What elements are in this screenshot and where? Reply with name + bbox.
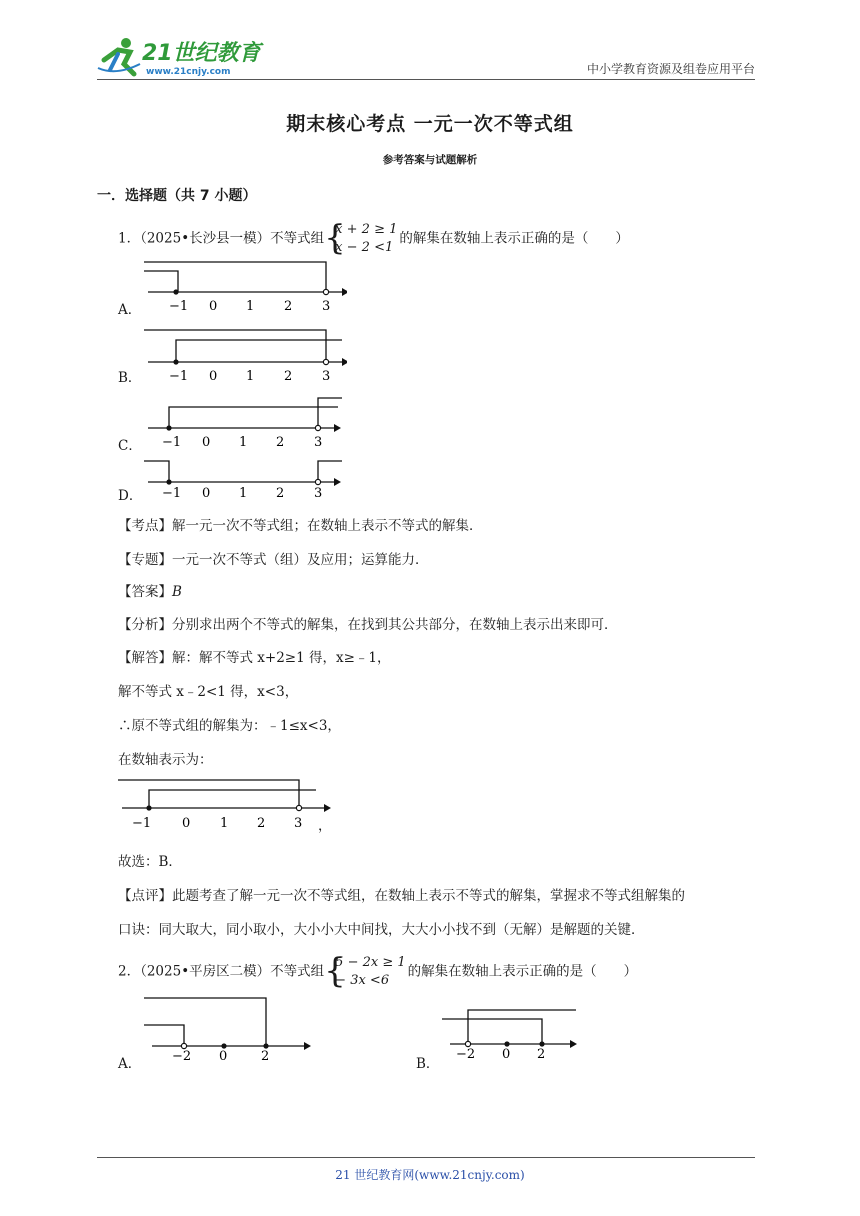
svg-text:1: 1 [239,435,248,450]
q1-jieda-2: 解不等式 x﹣2<1 得，x<3， [118,684,299,700]
q2-eq2: − 3x <6 [335,973,390,988]
logo-url: www.21cnjy.com [146,67,231,77]
q1-option-d-numberline[interactable] [142,456,347,500]
q1-option-b-numberline[interactable] [142,326,347,382]
question-1 [118,218,629,258]
svg-text:2: 2 [284,299,293,314]
svg-text:−2: −2 [456,1047,476,1062]
svg-text:−1: −1 [132,816,152,830]
logo-text: 21世纪教育 [142,41,261,66]
platform-name: 中小学教育资源及组卷应用平台 [586,62,755,76]
svg-text:1: 1 [246,299,255,314]
q2-system: { 5 − 2x ≥ 1 − 3x <6 [324,951,406,991]
q2-option-b-numberline[interactable] [440,1002,580,1064]
q1-suffix: 的解集在数轴上表示正确的是（ ） [399,230,629,247]
svg-text:2: 2 [261,1049,270,1062]
svg-text:0: 0 [502,1047,511,1062]
q2-option-b-label[interactable]: B． [416,1056,440,1072]
q2-suffix: 的解集在数轴上表示正确的是（ ） [407,963,638,980]
q1-solution-numberline [116,772,331,830]
svg-text:0: 0 [219,1049,228,1062]
svg-text:0: 0 [182,816,191,830]
q1-system: { x + 2 ≥ 1 x − 2 <1 [324,218,398,258]
q1-option-b-label[interactable]: B． [118,370,142,386]
q1-option-a-label[interactable]: A． [118,302,142,318]
q2-option-a-label[interactable]: A． [118,1056,142,1072]
runner-icon [98,38,140,74]
q1-zhuanti: 【专题】一元一次不等式（组）及应用；运算能力． [118,552,429,568]
q2-prefix: 2．（2025•平房区二模）不等式组 [118,963,325,980]
q1-jieda: 【解答】解：解不等式 x+2≥1 得，x≥﹣1， [118,650,391,666]
q1-dianping: 【点评】此题考查了解一元一次不等式组，在数轴上表示不等式的解集，掌握求不等式组解集的 [118,888,685,904]
svg-text:1: 1 [220,816,229,830]
section-heading: 一．选择题（共 7 小题） [97,188,257,204]
footer-link[interactable]: 21 世纪教育网(www.21cnjy.com) [335,1168,525,1182]
q1-fenxi: 【分析】分别求出两个不等式的解集，在找到其公共部分，在数轴上表示出来即可． [118,617,618,633]
q1-guxuan: 故选：B． [118,854,182,870]
svg-text:1: 1 [239,486,248,500]
q1-option-c-label[interactable]: C． [118,438,142,454]
svg-text:2: 2 [276,435,285,450]
footer-divider [97,1157,755,1158]
svg-text:0: 0 [209,299,218,314]
svg-text:0: 0 [202,435,211,450]
svg-text:2: 2 [257,816,266,830]
q1-eq2: x − 2 <1 [335,240,394,255]
svg-text:2: 2 [284,369,293,382]
q2-option-a-numberline[interactable] [142,992,314,1062]
q1-jieda-4: 在数轴表示为： [118,752,213,768]
q1-option-d-label[interactable]: D． [118,488,143,504]
q1-prefix: 1．（2025•长沙县一模）不等式组 [118,230,325,247]
q1-eq1: x + 2 ≥ 1 [335,222,398,237]
q1-option-a-numberline[interactable] [142,258,347,314]
q1-answer: 【答案】B [118,584,182,600]
svg-text:3: 3 [314,435,323,450]
q1-kaodian: 【考点】解一元一次不等式组；在数轴上表示不等式的解集． [118,518,483,534]
q1-dianping-2: 口诀：同大取大，同小取小，大小小大中间找，大大小小找不到（无解）是解题的关键． [118,922,645,938]
svg-text:2: 2 [276,486,285,500]
q1-jieda-3: ∴原不等式组的解集为：﹣1≤x<3， [118,718,341,734]
svg-text:−1: −1 [162,435,182,450]
svg-text:3: 3 [322,369,331,382]
q1-comma: ， [318,818,332,834]
svg-text:2: 2 [537,1047,546,1062]
svg-text:−2: −2 [172,1049,192,1062]
svg-text:0: 0 [209,369,218,382]
svg-text:3: 3 [294,816,303,830]
svg-text:−1: −1 [162,486,182,500]
svg-text:1: 1 [246,369,255,382]
svg-text:3: 3 [314,486,323,500]
svg-text:0: 0 [202,486,211,500]
question-2 [118,951,638,991]
page-subtitle: 参考答案与试题解析 [382,154,478,166]
svg-text:3: 3 [322,299,331,314]
page-title: 期末核心考点 一元一次不等式组 [286,113,574,135]
q1-option-c-numberline[interactable] [142,394,347,450]
svg-text:−1: −1 [169,299,189,314]
site-logo [96,34,266,78]
header-divider [97,79,755,80]
svg-text:−1: −1 [169,369,189,382]
q2-eq1: 5 − 2x ≥ 1 [335,955,406,970]
